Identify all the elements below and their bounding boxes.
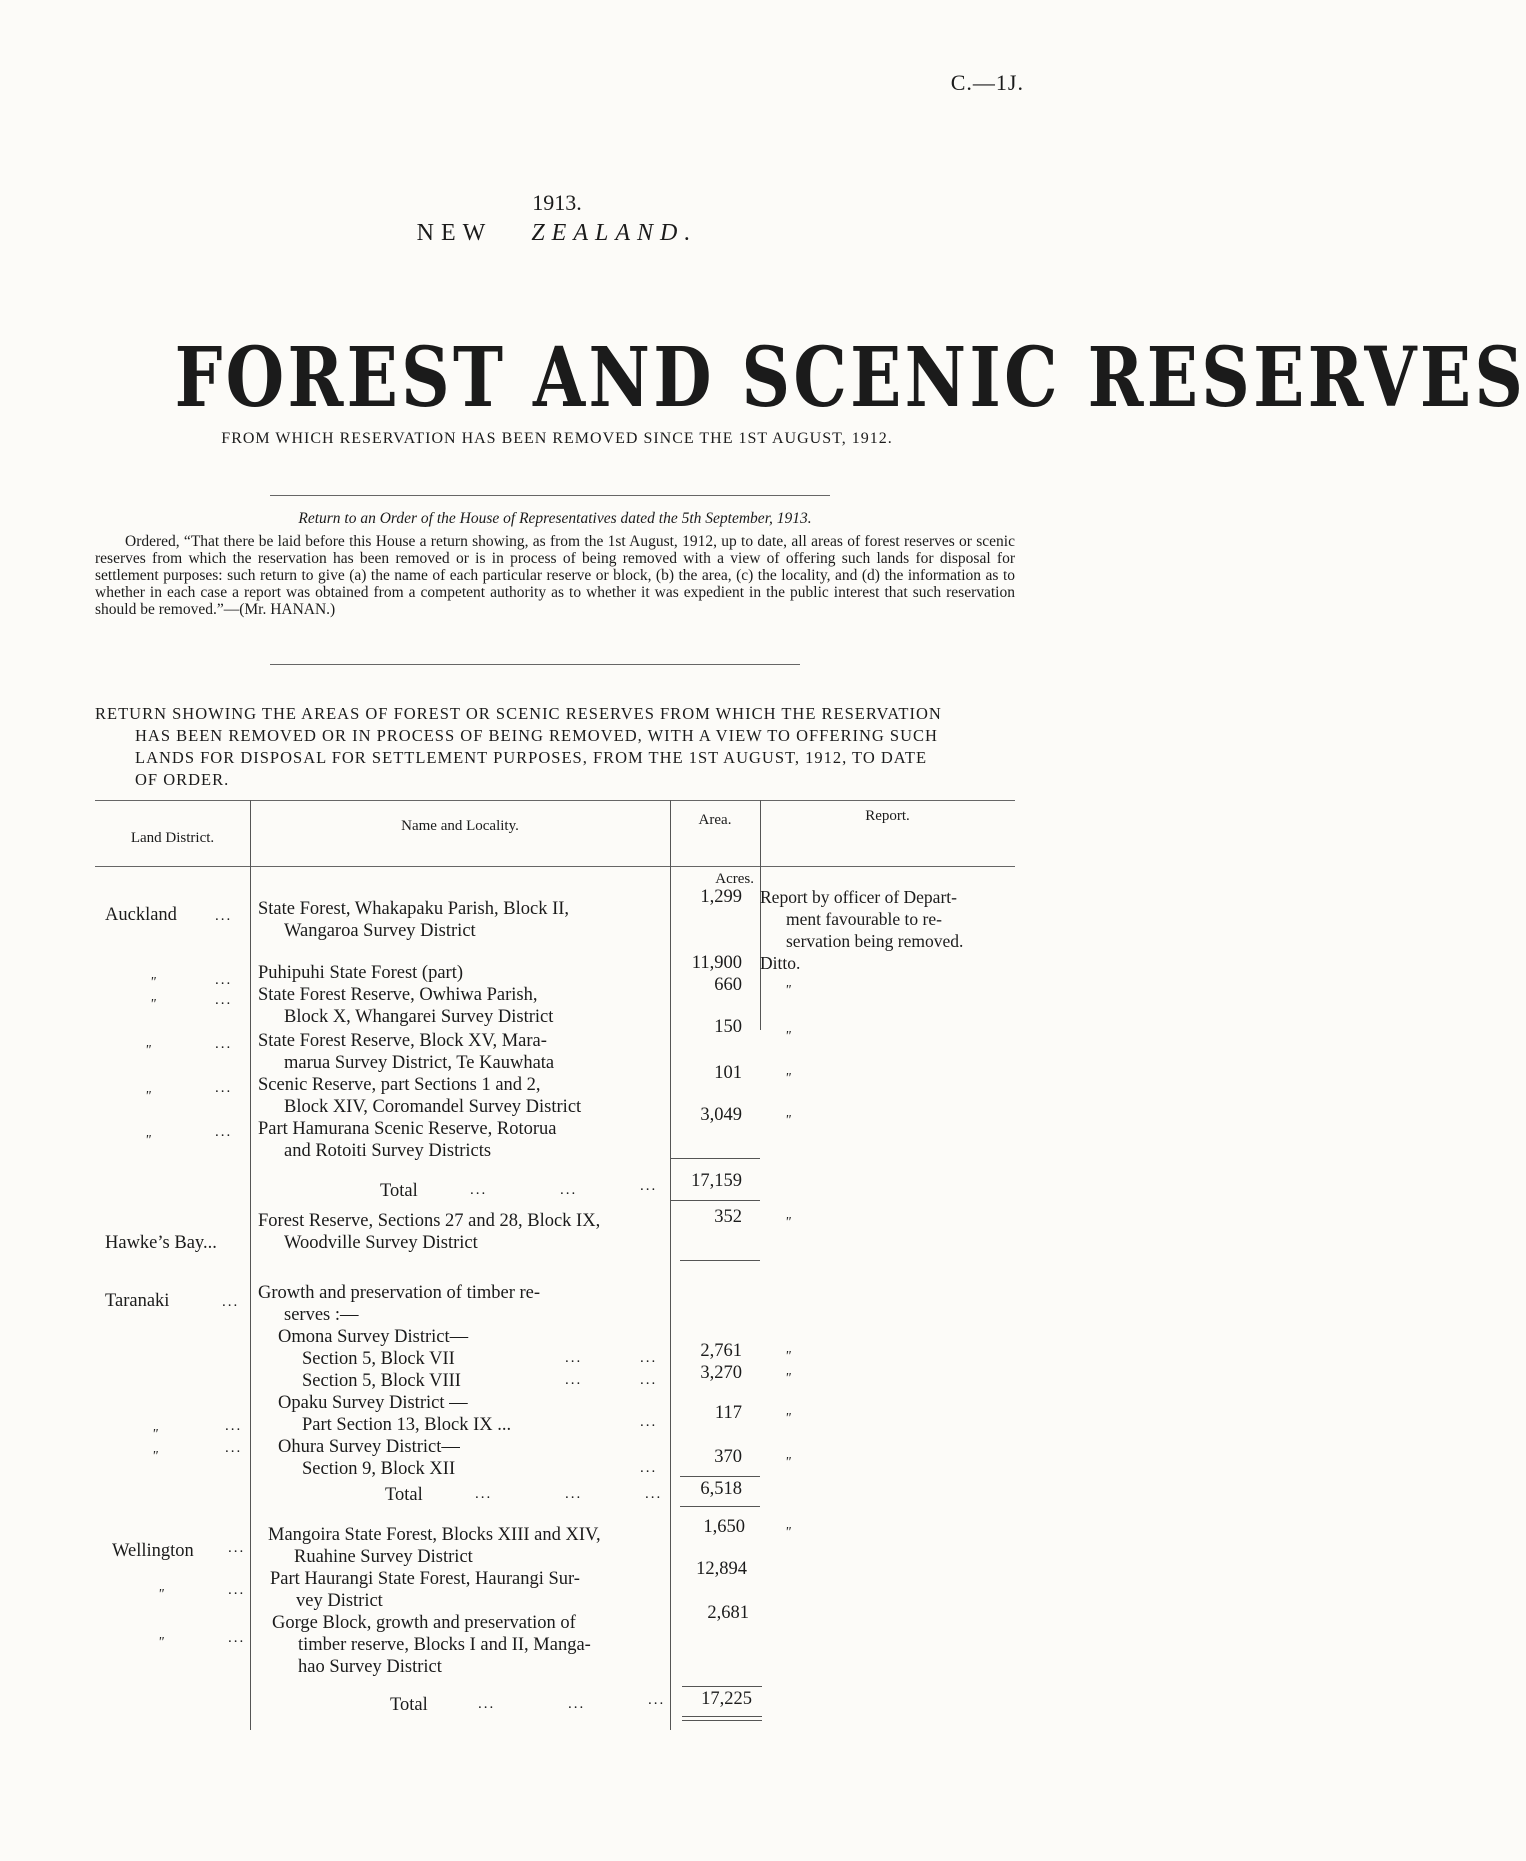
document-subtitle: FROM WHICH RESERVATION HAS BEEN REMOVED SINCE THE 1ST AUGUST, 1912. [221, 430, 893, 447]
total-label: Total [380, 1181, 418, 1201]
total-value: 6,518 [700, 1479, 742, 1499]
leader-dots: ... [565, 1486, 583, 1502]
reserve-name [258, 984, 663, 1028]
reserve-name [272, 1612, 677, 1678]
ditto-mark: " [152, 1427, 158, 1442]
total-rule [682, 1720, 762, 1721]
report-ditto: Ditto. [760, 953, 801, 973]
district-label: Auckland [105, 905, 177, 925]
ditto-mark: " [145, 1133, 151, 1148]
leader-dots: ... [215, 1036, 233, 1052]
reserve-name [258, 1030, 663, 1074]
table-top-rule [95, 800, 1015, 801]
area-unit: Acres. [715, 871, 754, 887]
reserve-name-line: Gorge Block, growth and preservation of [272, 1613, 576, 1633]
column-divider [250, 800, 251, 1730]
leader-dots: ... [648, 1692, 666, 1708]
leader-dots: ... [640, 1178, 658, 1194]
reserve-name: Section 5, Block VII [302, 1349, 455, 1369]
ditto-mark: " [785, 1071, 791, 1086]
reserve-name [258, 1392, 663, 1436]
reserve-name-line: and Rotoiti Survey Districts [284, 1141, 492, 1161]
survey-district-heading: Omona Survey District— [278, 1327, 469, 1347]
leader-dots: ... [560, 1182, 578, 1198]
reserve-name [258, 1074, 663, 1118]
ditto-mark: " [150, 997, 156, 1012]
ditto-mark: " [150, 975, 156, 990]
reserve-name: Section 5, Block VIII [302, 1371, 461, 1391]
divider [270, 495, 830, 496]
order-block [95, 510, 1015, 618]
reserve-name [258, 1282, 663, 1348]
return-heading-line: HAS BEEN REMOVED OR IN PROCESS OF BEING REMOVED, WITH A VIEW TO OFFERING SUCH [135, 726, 938, 745]
area-value: 370 [714, 1447, 742, 1467]
order-text: Ordered, “That there be laid before this House a return showing, as from the 1st August, 1912, up to date, all areas of forest reserves or scenic reserves from which the reservation has been removed or is in process of being removed with a view of offering such lands for disposal for settlement purposes: such return to give (a) the name of each particular reserve or block, (b) the area, (c) the locality, and (d) the information as to whether in each case a report was obtained from a competent authority as to whether it was expedient in the public interest that such reservation should be removed.”—(Mr. HANAN.) [95, 533, 1015, 618]
reserve-name-line: marua Survey District, Te Kauwhata [284, 1053, 555, 1073]
total-rule [682, 1716, 762, 1717]
header-area: Area. [698, 812, 732, 828]
reserve-name-line: State Forest Reserve, Block XV, Mara- [258, 1031, 547, 1051]
total-rule [680, 1260, 760, 1261]
reserve-name-line: Part Hamurana Scenic Reserve, Rotorua [258, 1119, 557, 1139]
area-value: 1,299 [700, 887, 742, 907]
reserve-name-line: Section 9, Block XII [302, 1459, 456, 1479]
reserve-name-line: State Forest Reserve, Owhiwa Parish, [258, 985, 538, 1005]
reserve-name [258, 962, 663, 984]
ditto-mark: " [785, 983, 791, 998]
leader-dots: ... [568, 1696, 586, 1712]
reserve-name [270, 1568, 675, 1612]
divider [270, 664, 800, 665]
area-value: 3,049 [700, 1105, 742, 1125]
area-value: 660 [714, 975, 742, 995]
return-heading [95, 703, 1015, 791]
leader-dots: ... [645, 1486, 663, 1502]
reserve-name-line: Part Haurangi State Forest, Haurangi Sur- [270, 1569, 580, 1589]
report-line: servation being removed. [786, 931, 964, 951]
reserve-name [258, 898, 663, 942]
total-rule [670, 1158, 760, 1159]
leader-dots: ... [225, 1440, 243, 1456]
reserve-name-line: Block X, Whangarei Survey District [284, 1007, 554, 1027]
leader-dots: ... [478, 1696, 496, 1712]
reserve-name-line: Growth and preservation of timber re- [258, 1283, 541, 1303]
district-label: Taranaki [105, 1291, 170, 1311]
document-reference: C.—1J. [950, 70, 1024, 95]
ditto-mark: " [158, 1587, 164, 1602]
order-caption: Return to an Order of the House of Representatives dated the 5th September, 1913. [298, 510, 812, 527]
area-value: 2,761 [700, 1341, 742, 1361]
area-value: 1,650 [703, 1517, 745, 1537]
area-value: 101 [714, 1063, 742, 1083]
area-value: 12,894 [696, 1559, 747, 1579]
area-value: 352 [714, 1207, 742, 1227]
ditto-mark: " [785, 1525, 791, 1540]
area-value: 150 [714, 1017, 742, 1037]
leader-dots: ... [228, 1630, 246, 1646]
header-report: Report. [865, 808, 910, 824]
return-heading-line: OF ORDER. [135, 770, 230, 789]
leader-dots: ... [215, 1124, 233, 1140]
leader-dots: ... [475, 1486, 493, 1502]
ditto-mark: " [785, 1371, 791, 1386]
leader-dots: ... [565, 1372, 583, 1388]
ditto-mark: " [785, 1455, 791, 1470]
leader-dots: ... [640, 1372, 658, 1388]
leader-dots: ... [215, 972, 233, 988]
total-label: Total [390, 1695, 428, 1715]
reserve-name-line: serves :— [284, 1305, 359, 1325]
total-rule [680, 1506, 760, 1507]
leader-dots: ... [640, 1414, 658, 1430]
leader-dots: ... [565, 1350, 583, 1366]
ditto-mark: " [145, 1043, 151, 1058]
document-title: FOREST AND SCENIC RESERVES [174, 330, 1526, 426]
area-value: 11,900 [691, 953, 742, 973]
ditto-mark: " [785, 1411, 791, 1426]
leader-dots: ... [640, 1460, 658, 1476]
leader-dots: ... [215, 992, 233, 1008]
table-header-rule [95, 866, 1015, 867]
header-name-locality: Name and Locality. [401, 818, 519, 834]
report-line: Report by officer of Depart- [760, 887, 957, 907]
ditto-mark: " [785, 1215, 791, 1230]
reserve-name-line: Ruahine Survey District [294, 1547, 473, 1567]
reserve-name-line: State Forest, Whakapaku Parish, Block II, [258, 899, 570, 919]
report-text [760, 886, 963, 952]
reserve-name-line: Block XIV, Coromandel Survey District [284, 1097, 582, 1117]
leader-dots: ... [228, 1582, 246, 1598]
leader-dots: ... [470, 1182, 488, 1198]
ditto-mark: " [785, 1113, 791, 1128]
return-heading-line: LANDS FOR DISPOSAL FOR SETTLEMENT PURPOSES, FROM THE 1ST AUGUST, 1912, TO DATE [135, 748, 928, 767]
country-heading [0, 220, 1114, 247]
ditto-mark: " [158, 1635, 164, 1650]
reserve-name-line: Part Section 13, Block IX ... [302, 1415, 512, 1435]
reserve-name-line: Forest Reserve, Sections 27 and 28, Block IX, [258, 1211, 601, 1231]
total-label: Total [385, 1485, 423, 1505]
header-land-district: Land District. [130, 830, 215, 846]
ditto-mark: " [152, 1449, 158, 1464]
ditto-mark: " [785, 1349, 791, 1364]
document-year: 1913. [532, 190, 582, 215]
leader-dots: ... [225, 1418, 243, 1434]
area-value: 3,270 [700, 1363, 742, 1383]
reserve-name [258, 1210, 663, 1254]
total-rule [682, 1686, 762, 1687]
ditto-mark: " [145, 1089, 151, 1104]
total-rule [680, 1476, 760, 1477]
reserve-name-line: vey District [296, 1591, 383, 1611]
district-label: Hawke’s Bay... [105, 1233, 217, 1253]
reserve-name [268, 1524, 673, 1568]
total-value: 17,159 [691, 1171, 742, 1191]
leader-dots: ... [640, 1350, 658, 1366]
reserve-name-line: Mangoira State Forest, Blocks XIII and XIV, [268, 1525, 601, 1545]
survey-district-heading: Ohura Survey District— [278, 1437, 460, 1457]
ditto-mark: " [785, 1029, 791, 1044]
area-value: 117 [714, 1403, 742, 1423]
leader-dots: ... [215, 1080, 233, 1096]
district-label: Wellington [112, 1541, 194, 1561]
reserve-name-line: timber reserve, Blocks I and II, Manga- [298, 1635, 591, 1655]
survey-district-heading: Opaku Survey District — [278, 1393, 468, 1413]
country-heading-part-1: NEW [416, 220, 493, 246]
total-value: 17,225 [701, 1689, 752, 1709]
reserve-name-line: hao Survey District [298, 1657, 442, 1677]
reserve-name-line: Puhipuhi State Forest (part) [258, 963, 464, 983]
reserve-name-line: Woodville Survey District [284, 1233, 478, 1253]
return-heading-line: RETURN SHOWING THE AREAS OF FOREST OR SCENIC RESERVES FROM WHICH THE RESERVATION [95, 704, 942, 723]
reserve-name-line: Scenic Reserve, part Sections 1 and 2, [258, 1075, 541, 1095]
area-value: 2,681 [707, 1603, 749, 1623]
total-rule [670, 1200, 760, 1201]
report-line: ment favourable to re- [786, 909, 942, 929]
reserve-name-line: Wangaroa Survey District [284, 921, 476, 941]
leader-dots: ... [215, 908, 233, 924]
leader-dots: ... [222, 1294, 240, 1310]
leader-dots: ... [228, 1540, 246, 1556]
reserve-name [258, 1436, 663, 1480]
reserve-name [258, 1118, 663, 1162]
country-heading-part-2: ZEALAND. [531, 220, 698, 246]
